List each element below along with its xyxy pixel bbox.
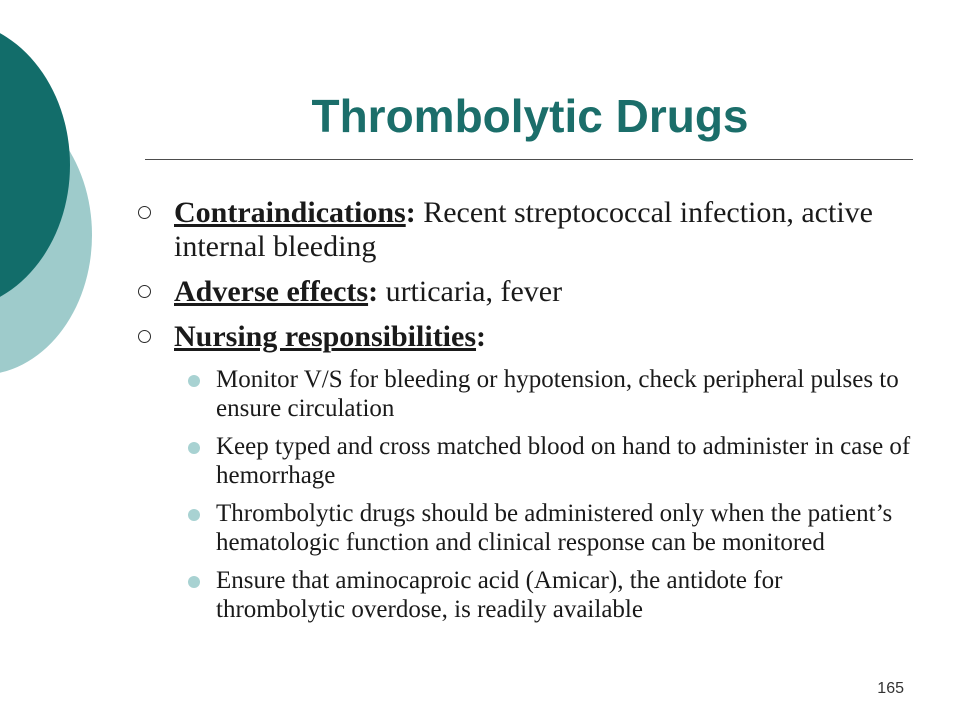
bullet-text: urticaria, fever (378, 275, 563, 308)
sub-bullet (134, 499, 916, 557)
sub-bullet (134, 566, 916, 624)
slide-title: Thrombolytic Drugs (311, 90, 749, 142)
bullet-term: Adverse effects (174, 275, 369, 308)
title-divider (145, 159, 913, 160)
bullet-contraindications: Contraindications: Recent streptococcal infection, active internal bleeding (134, 196, 934, 264)
sub-bullet-text: Ensure that aminocaproic acid (Amicar), the antidote for thrombolytic overdose, is readily available (216, 567, 783, 623)
sub-bullet-text: Monitor V/S for bleeding or hypotension, check peripheral pulses to ensure circulation (216, 366, 899, 422)
sub-bullet (134, 432, 916, 490)
filled-dot-bullet-icon (188, 442, 200, 454)
page-number: 165 (877, 680, 904, 697)
filled-dot-bullet-icon (188, 375, 200, 387)
bullet-term: Contraindications (174, 196, 406, 229)
decorative-circles (0, 0, 110, 400)
hollow-circle-bullet-icon (138, 206, 151, 219)
sub-bullet (134, 365, 916, 423)
bullet-nursing-responsibilities: Nursing responsibilities: (134, 320, 934, 354)
hollow-circle-bullet-icon (138, 330, 151, 343)
bullet-term: Nursing responsibilities (174, 320, 477, 353)
filled-dot-bullet-icon (188, 509, 200, 521)
hollow-circle-bullet-icon (138, 285, 151, 298)
bullet-text: Recent streptococcal infection, active internal bleeding (174, 196, 873, 263)
nursing-sub-bullets (134, 365, 934, 624)
sub-bullet-text: Keep typed and cross matched blood on hand to administer in case of hemorrhage (216, 433, 911, 489)
sub-bullet-text: Thrombolytic drugs should be administered only when the patient’s hematologic function and clinical response can be monitored (216, 500, 893, 556)
bullet-adverse-effects: Adverse effects: urticaria, fever (134, 275, 934, 309)
filled-dot-bullet-icon (188, 576, 200, 588)
slide-content (134, 196, 934, 633)
